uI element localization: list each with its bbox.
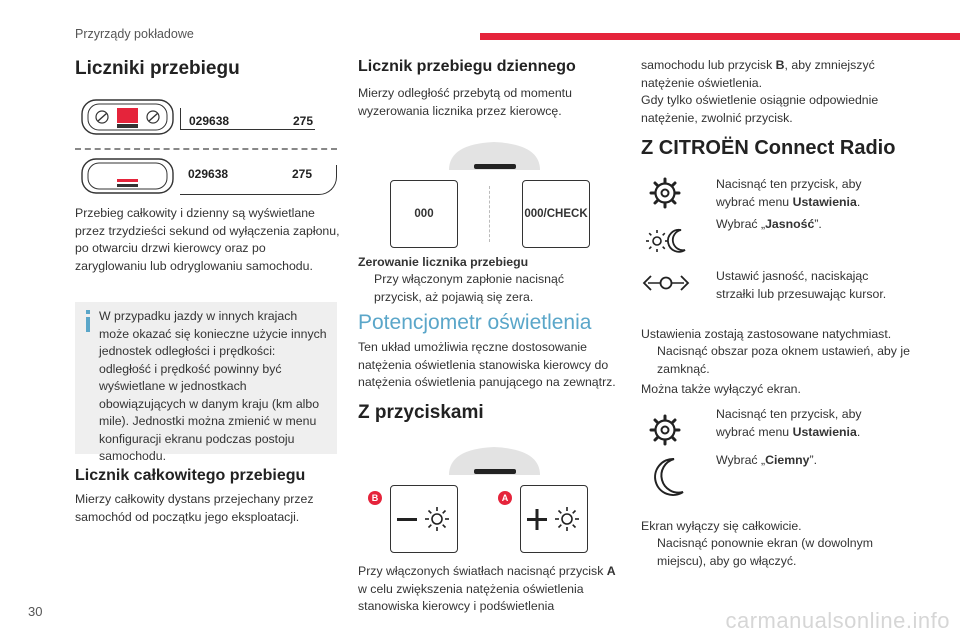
step-1-menu: Ustawienia (792, 194, 857, 209)
total-odometer-description: Mierzy całkowity dystans przejechany przez samochód od początku jego eksploatacji. (75, 492, 314, 524)
dashed-separator (75, 148, 337, 150)
buttons-description (358, 563, 616, 616)
step-2-end: ”. (814, 217, 822, 231)
reset-title: Zerowanie licznika przebiegu (358, 255, 529, 269)
dimmer-description: Ten układ umożliwia ręczne dostosowanie natężenia oświetlenia stanowiska kierowcy do natężenia oświetlenia panującego na zewnątrz. (358, 340, 616, 389)
step-2-option: Jasność (765, 217, 815, 231)
title-odometers: Liczniki przebiegu (75, 58, 240, 79)
slider-arrows-icon (642, 270, 690, 296)
odometer-description: Przebieg całkowity i dzienny są wyświetlane przez trzydzieści sekund od wyłączenia zapłonu, po otwarciu drzwi kierowcy oraz po zaryglowaniu lub odryglowaniu samochodu. (75, 206, 340, 273)
title-dimmer: Potencjometr oświetlenia (358, 311, 592, 334)
step-5 (700, 452, 890, 470)
step-5-end: ”. (809, 453, 818, 467)
screen-on-text: Nacisnąć ponownie ekran (w dowolnym miejscu), aby go włączyć. (657, 536, 873, 568)
bullet-symbol (700, 406, 716, 441)
instrument-cluster-illustration-1 (80, 98, 175, 138)
buttons-description-c: w celu zwiększenia natężenia oświetlenia stanowiska kierowcy i podświetlenia (358, 581, 584, 613)
info-icon (83, 310, 93, 332)
odometer-total-value: 029638 (189, 114, 230, 128)
screen-on-bullet (641, 535, 911, 570)
plus-sun-icon (525, 504, 583, 534)
cont-c: , aby zmniejszyć natężenie oświetlenia. (641, 58, 875, 90)
odometer-total-value-2: 029638 (188, 167, 229, 181)
reset-bullet-text: Przy włączonym zapłonie nacisnąć przycisk, aż pojawią się zera. (374, 272, 565, 304)
moon-icon (648, 456, 686, 498)
cont-2: Gdy tylko oświetlenie osiągnie odpowiednie natężenie, zwolnić przycisk. (641, 93, 879, 125)
title-total-odometer: Licznik całkowitego przebiegu (75, 467, 306, 484)
screen-off-intro: Można także wyłączyć ekran. (641, 382, 801, 396)
trip-reset-button[interactable] (390, 180, 458, 248)
step-4-text: Nacisnąć ten przycisk, aby wybrać menu (716, 407, 862, 439)
step-2-text: Wybrać „ (716, 217, 766, 231)
page-number: 30 (28, 604, 43, 619)
section-header: Przyrządy pokładowe (75, 27, 194, 41)
bullet-symbol (641, 535, 657, 570)
odometer-display-1 (180, 108, 315, 130)
close-settings-text: Nacisnąć obszar poza oknem ustawień, aby je zamknąć. (657, 344, 910, 376)
header-accent-bar (480, 33, 960, 40)
settings-applied: Ustawienia zostają zastosowane natychmiast. (641, 327, 892, 341)
brightness-decrease-button[interactable] (390, 485, 458, 553)
bullet-symbol (700, 176, 716, 211)
screen-off-result: Ekran wyłączy się całkowicie. (641, 519, 802, 533)
step-3-text: Ustawić jasność, naciskając strzałki lub przesuwając kursor. (716, 269, 887, 301)
trip-meter-value-2: 275 (292, 167, 313, 181)
reset-bullet (358, 271, 608, 306)
minus-sun-icon (395, 504, 453, 534)
marker-b: B (368, 491, 382, 505)
title-trip-meter: Licznik przebiegu dziennego (358, 58, 576, 75)
step-1-text: Nacisnąć ten przycisk, aby wybrać menu (716, 177, 862, 209)
bullet-symbol (700, 216, 716, 234)
trip-reset-check-button[interactable] (522, 180, 590, 248)
bullet-symbol (358, 271, 374, 306)
trip-reset-button-label: 000 (414, 208, 434, 220)
step-3 (700, 268, 895, 303)
title-with-buttons: Z przyciskami (358, 402, 484, 423)
step-5-option: Ciemny (765, 453, 810, 467)
watermark: carmanualsonline.info (725, 608, 950, 633)
cont-a: samochodu lub przycisk (641, 58, 773, 72)
step-2 (700, 216, 890, 234)
brightness-moon-icon (645, 226, 687, 256)
step-1: Nacisnąć ten przycisk, aby wybrać menu Ustawienia. (700, 176, 890, 211)
cont-b: B (775, 58, 785, 72)
step-4-menu: Ustawienia (792, 424, 857, 439)
instrument-cluster-illustration-2 (80, 157, 175, 197)
gear-icon (648, 176, 682, 210)
info-box-units (75, 302, 337, 463)
bullet-symbol (700, 452, 716, 470)
step-4: Nacisnąć ten przycisk, aby wybrać menu Ustawienia. (700, 406, 890, 441)
buttons-description-b: A (606, 564, 616, 578)
step-5-text: Wybrać „ (716, 453, 766, 467)
gear-icon-2 (648, 413, 682, 447)
bullet-symbol (641, 343, 657, 378)
trip-reset-check-button-label: 000/CHECK (524, 208, 588, 220)
divider-or (489, 186, 490, 242)
steering-column-illustration-2 (447, 445, 542, 479)
info-box-text: W przypadku jazdy w innych krajach może okazać się konieczne użycie innych jednostek odległości i prędkości: odległość i prędkość powinny być wyświetlane w jednostkach obowiązujących w danym kraju (km albo mile). Jednostki można zmienić w menu konfiguracji ekranu podczas postoju samochodu. (99, 309, 327, 463)
odometer-display-2 (180, 165, 337, 195)
trip-meter-description: Mierzy odległość przebytą od momentu wyzerowania licznika przez kierowcę. (358, 86, 572, 118)
brightness-increase-button[interactable] (520, 485, 588, 553)
marker-a: A (498, 491, 512, 505)
steering-column-illustration-1 (447, 140, 542, 174)
buttons-description-continued (641, 57, 906, 127)
title-connect-radio: Z CITROËN Connect Radio (641, 137, 896, 159)
trip-meter-value: 275 (293, 114, 314, 128)
close-settings-bullet (641, 343, 911, 378)
bullet-symbol (700, 268, 716, 303)
buttons-description-a: Przy włączonych światłach nacisnąć przycisk (358, 564, 604, 578)
